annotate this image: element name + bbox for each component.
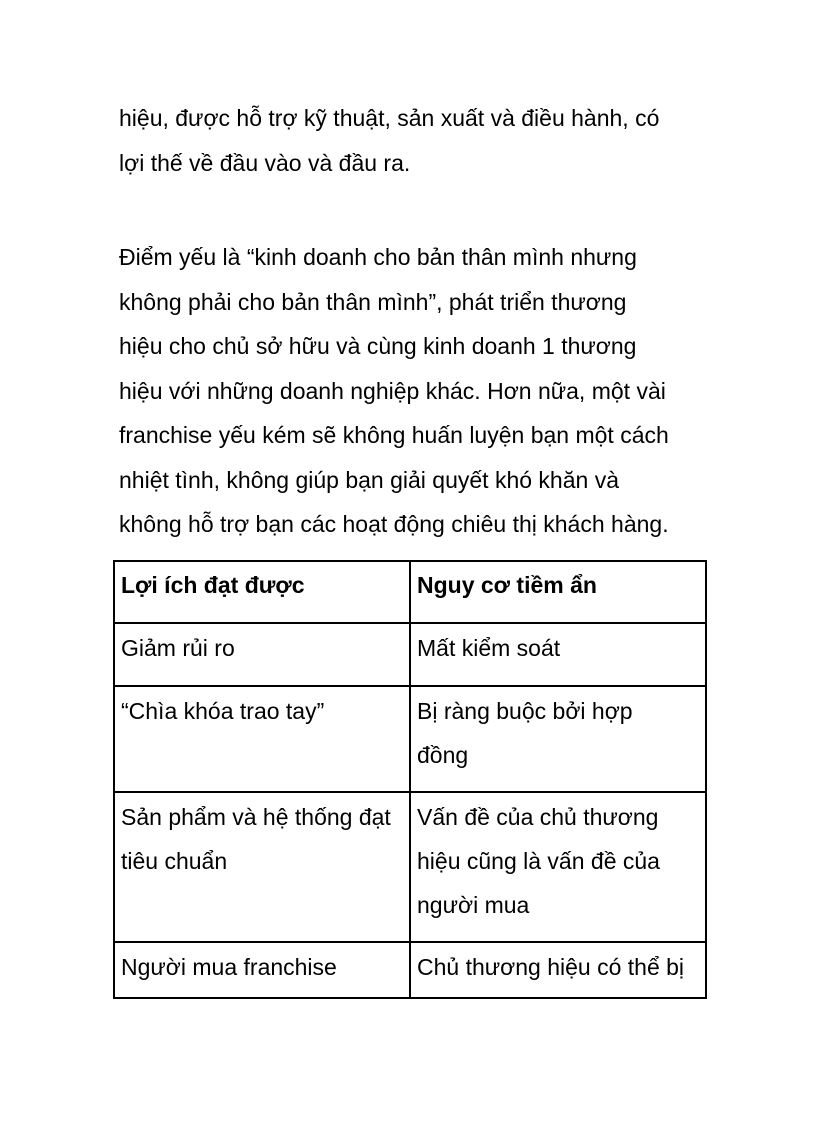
cell-line: hiệu cũng là vấn đề của — [417, 848, 660, 874]
cell-line: Sản phẩm và hệ thống đạt — [121, 804, 391, 830]
table-row — [114, 686, 706, 792]
table-row — [114, 623, 706, 686]
cell-line: tiêu chuẩn — [121, 848, 228, 874]
benefit-cell — [114, 623, 410, 686]
cell-line: Giảm rủi ro — [121, 635, 235, 661]
cell-line: người mua — [417, 892, 530, 918]
text-line: Điểm yếu là “kinh doanh cho bản thân mình nhưng — [119, 244, 637, 270]
cell-line: Người mua franchise — [121, 954, 337, 980]
benefits-risks-table — [113, 560, 707, 999]
text-line: hiệu, được hỗ trợ kỹ thuật, sản xuất và điều hành, có — [119, 105, 660, 131]
header-risks: Nguy cơ tiềm ẩn — [410, 561, 706, 623]
risk-cell — [410, 623, 706, 686]
cell-line: Vấn đề của chủ thương — [417, 804, 659, 830]
cell-line: Chủ thương hiệu có thể bị — [417, 954, 685, 980]
text-line: không hỗ trợ bạn các hoạt động chiêu thị khách hàng. — [119, 511, 669, 537]
text-line: nhiệt tình, không giúp bạn giải quyết khó khăn và — [119, 466, 619, 493]
cell-line: Bị ràng buộc bởi hợp — [417, 698, 633, 724]
benefit-cell — [114, 792, 410, 942]
cell-line: đồng — [417, 742, 469, 768]
text-line: hiệu cho chủ sở hữu và cùng kinh doanh 1 thương — [119, 333, 637, 359]
text-line: không phải cho bản thân mình”, phát triển thương — [119, 288, 627, 315]
cell-line: Mất kiểm soát — [417, 635, 561, 661]
table-header-row — [114, 561, 706, 623]
paragraph-weaknesses — [119, 235, 719, 547]
paragraph-strengths-continued — [119, 96, 719, 185]
text-line: franchise yếu kém sẽ không huấn luyện bạn một cách — [119, 422, 669, 448]
risk-cell — [410, 942, 706, 998]
text-line: lợi thế về đầu vào và đầu ra. — [119, 149, 411, 176]
cell-line: “Chìa khóa trao tay” — [121, 698, 325, 724]
risk-cell — [410, 686, 706, 792]
table-row — [114, 792, 706, 942]
benefit-cell — [114, 686, 410, 792]
table-row — [114, 942, 706, 998]
benefit-cell — [114, 942, 410, 998]
text-line: hiệu với những doanh nghiệp khác. Hơn nữa, một vài — [119, 377, 666, 404]
header-benefits: Lợi ích đạt được — [114, 561, 410, 623]
risk-cell — [410, 792, 706, 942]
